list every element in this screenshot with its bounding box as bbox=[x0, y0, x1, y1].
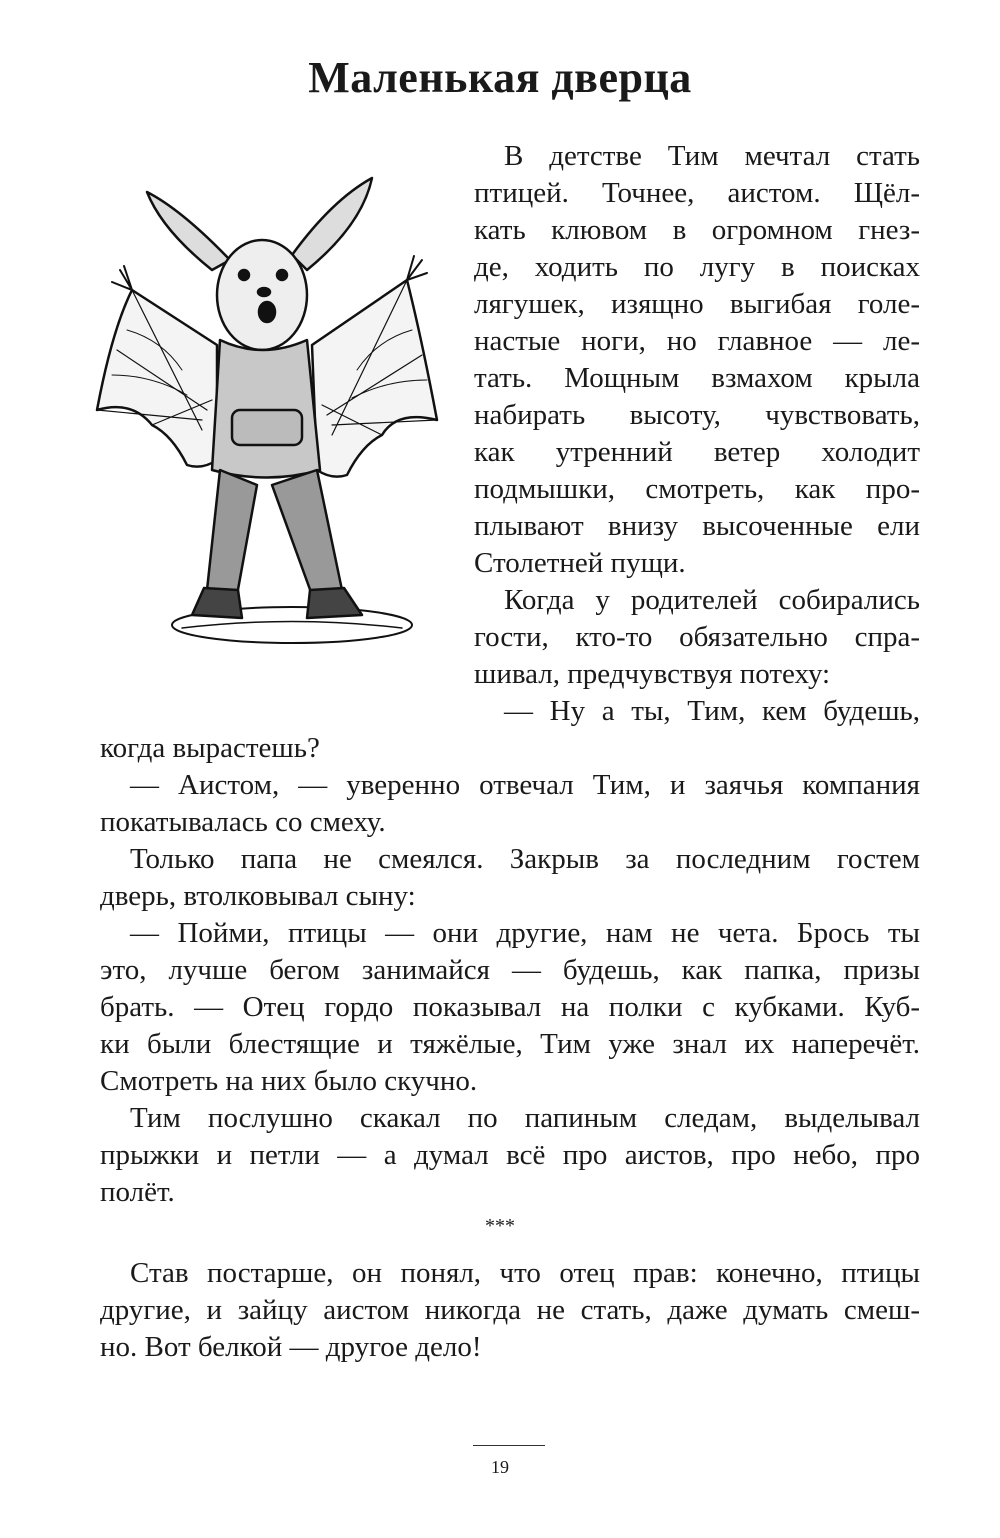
text-line: ки были блестящие и тяжёлые, Тим уже знал их наперечёт. bbox=[100, 1028, 920, 1060]
text-line: прыжки и петли — а думал всё про аистов, про небо, про bbox=[100, 1139, 920, 1171]
text-line: шивал, предчувствуя потеху: bbox=[474, 658, 831, 690]
text-line: лягушек, изящно выгибая голе- bbox=[474, 288, 920, 320]
text-line: — Ну а ты, Тим, кем будешь, bbox=[504, 695, 920, 727]
text-line: гости, кто-то обязательно спра- bbox=[474, 621, 920, 653]
text-line: — Пойми, птицы — они другие, нам не чета. Брось ты bbox=[130, 917, 920, 949]
text-line: когда вырастешь? bbox=[100, 732, 320, 764]
text-line: как утренний ветер холодит bbox=[474, 436, 920, 468]
text-line: Смотреть на них было скучно. bbox=[100, 1065, 478, 1097]
text-line: это, лучше бегом занимайся — будешь, как папка, призы bbox=[100, 954, 920, 986]
text-line: тать. Мощным взмахом крыла bbox=[474, 362, 920, 394]
text-line: кать клювом в огромном гнез- bbox=[474, 214, 920, 246]
footer-rule bbox=[473, 1445, 545, 1446]
text-line: Когда у родителей собирались bbox=[504, 584, 920, 616]
text-line: подмышки, смотреть, как про- bbox=[474, 473, 920, 505]
text-line: Тим послушно скакал по папиным следам, выделывал bbox=[130, 1102, 920, 1134]
bat-bunny-illustration bbox=[92, 170, 442, 665]
text-line: полёт. bbox=[100, 1176, 175, 1208]
text-line: — Аистом, — уверенно отвечал Тим, и заячья компания bbox=[130, 769, 920, 801]
text-line: но. Вот белкой — другое дело! bbox=[100, 1331, 482, 1363]
text-line: Только папа не смеялся. Закрыв за последним гостем bbox=[130, 843, 920, 875]
text-line: плывают внизу высоченные ели bbox=[474, 510, 920, 542]
section-separator: *** bbox=[485, 1215, 515, 1237]
text-line: другие, и зайцу аистом никогда не стать, даже думать смеш- bbox=[100, 1294, 920, 1326]
text-line: Столетней пущи. bbox=[474, 547, 686, 579]
text-line: настые ноги, но главное — ле- bbox=[474, 325, 920, 357]
chapter-title: Маленькая дверца bbox=[308, 53, 692, 102]
text-line: птицей. Точнее, аистом. Щёл- bbox=[474, 177, 920, 209]
text-line: дверь, втолковывал сыну: bbox=[100, 880, 416, 912]
text-line: покатывалась со смеху. bbox=[100, 806, 386, 838]
text-line: набирать высоту, чувствовать, bbox=[474, 399, 920, 431]
text-line: В детстве Тим мечтал стать bbox=[504, 140, 920, 172]
text-line: брать. — Отец гордо показывал на полки с кубками. Куб- bbox=[100, 991, 920, 1023]
text-line: Став постарше, он понял, что отец прав: конечно, птицы bbox=[130, 1257, 920, 1289]
text-line: де, ходить по лугу в поисках bbox=[474, 251, 920, 283]
page-number: 19 bbox=[491, 1457, 509, 1477]
